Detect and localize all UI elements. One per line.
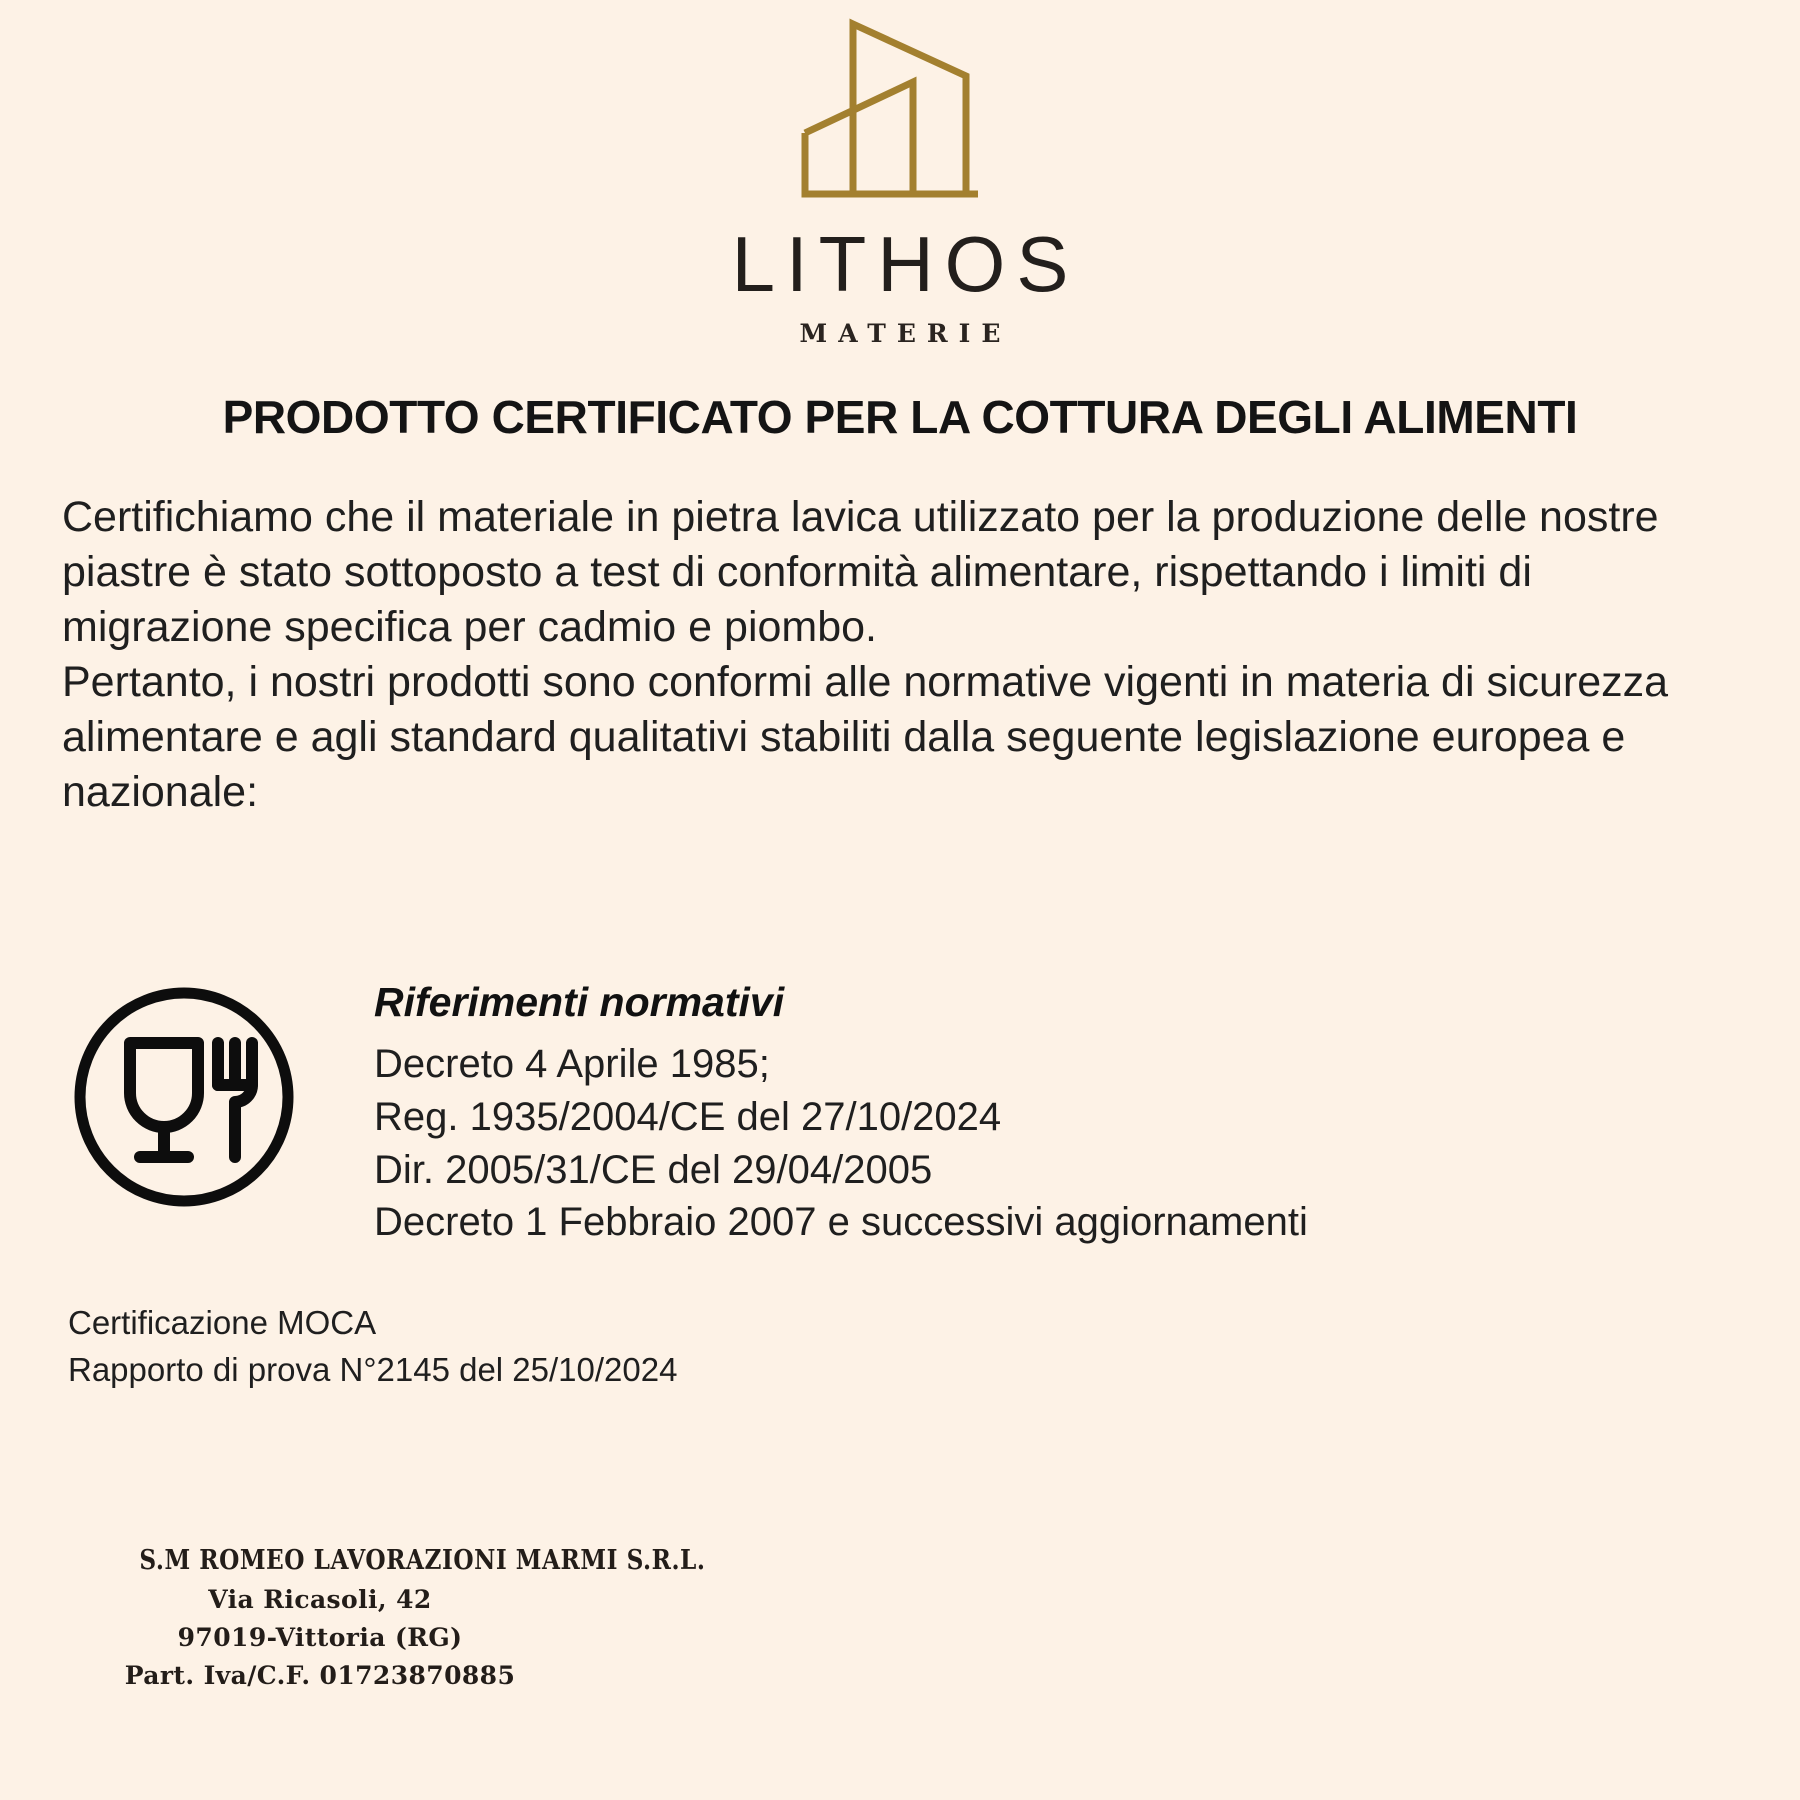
food-safe-icon-column [62, 975, 368, 1218]
brand-tagline: MATERIE [799, 319, 1012, 348]
footer-street: Via Ricasoli, 42 [208, 1585, 432, 1614]
footer-company-name: S.M ROMEO LAVORAZIONI MARMI S.R.L. [139, 1545, 706, 1576]
references-section [62, 975, 1738, 1249]
footer-city: 97019-Vittoria (RG) [177, 1623, 463, 1652]
company-footer [110, 1545, 706, 1690]
reference-item: Decreto 1 Febbraio 2007 e successivi aggiornamenti [374, 1200, 1308, 1245]
certification-line: Certificazione MOCA [68, 1304, 377, 1341]
lithos-building-mark-icon [795, 14, 1005, 209]
certification-line: Rapporto di prova N°2145 del 25/10/2024 [68, 1350, 678, 1388]
references-column [368, 975, 1308, 1249]
reference-item: Reg. 1935/2004/CE del 27/10/2024 [374, 1094, 1002, 1139]
certification-block [68, 1300, 677, 1394]
body-text-block [62, 490, 1738, 820]
footer-vat: Part. Iva/C.F. 01723870885 [124, 1661, 516, 1690]
paragraph-2: Pertanto, i nostri prodotti sono conformi alle normative vigenti in materia di sicurezza alimentare e agli standard qualitativi stabiliti dalla seguente legislazione europea e nazionale: [62, 658, 1669, 817]
brand-wordmark: LITHOS [731, 220, 1080, 308]
food-safe-glass-fork-icon [68, 981, 300, 1213]
reference-item: Decreto 4 Aprile 1985; [374, 1042, 770, 1086]
reference-item: Dir. 2005/31/CE del 29/04/2005 [374, 1147, 933, 1192]
page-title: PRODOTTO CERTIFICATO PER LA COTTURA DEGLI ALIMENTI [222, 391, 1578, 443]
references-heading: Riferimenti normativi [374, 979, 785, 1025]
paragraph-1: Certifichiamo che il materiale in pietra lavica utilizzato per la produzione delle nostre piastre è stato sottoposto a test di conformità alimentare, rispettando i limiti di migrazione specifica per cadmio e piombo. [62, 493, 1659, 652]
brand-logo-block [0, 0, 1800, 348]
